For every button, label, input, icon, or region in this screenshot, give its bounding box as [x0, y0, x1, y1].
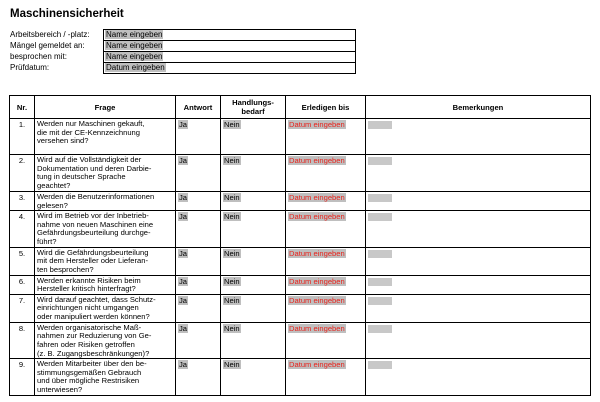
question-line: ten besprochen?	[37, 264, 94, 274]
answer-dropdown[interactable]: Ja	[179, 156, 188, 165]
info-value[interactable]: Name eingeben	[106, 41, 163, 50]
answer-cell	[176, 119, 221, 155]
due-date-field[interactable]: Datum eingeben	[289, 212, 345, 222]
remarks-cell	[366, 359, 591, 395]
remarks-cell	[366, 155, 591, 192]
question-line: Werden nur Maschinen gekauft,	[37, 119, 145, 128]
row-number: 9.	[10, 359, 35, 395]
question-line: Wird die Gefährdungsbeurteilung	[37, 247, 149, 257]
answer-cell	[176, 359, 221, 395]
table-row	[10, 322, 591, 358]
question-cell	[35, 359, 176, 395]
action-needed-cell	[221, 294, 286, 322]
page-title: Maschinensicherheit	[10, 8, 124, 20]
action-needed-cell	[221, 359, 286, 395]
header-handlungsbedarf-line1: Handlungs-	[232, 98, 274, 107]
due-date-cell	[286, 322, 366, 358]
due-date-cell	[286, 119, 366, 155]
info-row	[10, 30, 356, 41]
due-date-cell	[286, 211, 366, 247]
action-needed-dropdown[interactable]: Nein	[224, 276, 240, 286]
answer-cell	[176, 192, 221, 211]
answer-dropdown[interactable]: Ja	[179, 276, 188, 286]
question-cell	[35, 247, 176, 275]
answer-dropdown[interactable]: Ja	[179, 212, 188, 222]
remarks-field[interactable]	[368, 213, 392, 221]
header-bemerkungen: Bemerkungen	[366, 96, 591, 119]
answer-dropdown[interactable]: Ja	[179, 295, 188, 305]
info-value-field[interactable]	[104, 41, 356, 52]
answer-cell	[176, 211, 221, 247]
table-row	[10, 211, 591, 247]
action-needed-cell	[221, 155, 286, 192]
info-fields	[10, 29, 356, 74]
table-row	[10, 294, 591, 322]
question-line: tung in deutscher Sprache	[37, 172, 126, 182]
info-label: Arbeitsbereich / -platz:	[10, 30, 90, 39]
info-row	[10, 52, 356, 63]
action-needed-cell	[221, 322, 286, 358]
remarks-field[interactable]	[368, 297, 392, 305]
action-needed-dropdown[interactable]: Nein	[224, 212, 240, 222]
action-needed-cell	[221, 275, 286, 294]
question-line: nahmen zur Reduzierung von Ge-	[37, 331, 152, 341]
answer-cell	[176, 294, 221, 322]
question-line: Werden die Benutzerinformationen	[37, 192, 155, 201]
question-line: Wird im Betrieb vor der Inbetrieb-	[37, 211, 149, 221]
question-line: fahren oder Risiken getroffen	[37, 339, 135, 349]
info-row	[10, 41, 356, 52]
due-date-field[interactable]: Datum eingeben	[289, 248, 345, 258]
remarks-cell	[366, 192, 591, 211]
action-needed-dropdown[interactable]: Nein	[224, 295, 240, 305]
table-row	[10, 155, 591, 192]
question-cell	[35, 275, 176, 294]
answer-cell	[176, 275, 221, 294]
question-line: Wird darauf geachtet, dass Schutz-	[37, 294, 156, 304]
question-cell	[35, 192, 176, 211]
action-needed-cell	[221, 247, 286, 275]
action-needed-dropdown[interactable]: Nein	[224, 120, 240, 129]
due-date-field[interactable]: Datum eingeben	[289, 295, 345, 305]
remarks-cell	[366, 119, 591, 155]
info-row	[10, 63, 356, 74]
question-line: Werden organisatorische Maß-	[37, 322, 142, 332]
due-date-cell	[286, 247, 366, 275]
question-line: (z. B. Zugangsbeschränkungen)?	[37, 348, 150, 358]
answer-dropdown[interactable]: Ja	[179, 360, 188, 370]
remarks-cell	[366, 275, 591, 294]
row-number: 1.	[10, 119, 35, 155]
question-line: nahme von neuen Maschinen eine	[37, 219, 154, 229]
header-nr: Nr.	[10, 96, 35, 119]
answer-dropdown[interactable]: Ja	[179, 120, 188, 129]
question-cell	[35, 294, 176, 322]
info-value-field[interactable]	[104, 52, 356, 63]
question-line: Dokumentation und deren Darbie-	[37, 163, 152, 173]
header-antwort: Antwort	[176, 96, 221, 119]
info-value-field[interactable]	[104, 63, 356, 74]
action-needed-dropdown[interactable]: Nein	[224, 156, 240, 165]
remarks-field[interactable]	[368, 278, 392, 286]
remarks-cell	[366, 322, 591, 358]
row-number: 2.	[10, 155, 35, 192]
remarks-field[interactable]	[368, 325, 392, 333]
question-line: Werden erkannte Risiken beim	[37, 275, 141, 285]
info-label: Mängel gemeldet an:	[10, 41, 85, 50]
action-needed-cell	[221, 119, 286, 155]
due-date-field[interactable]: Datum eingeben	[289, 193, 345, 202]
question-line: die mit der CE-Kennzeichnung	[37, 127, 140, 137]
info-value[interactable]: Name eingeben	[106, 52, 163, 61]
info-value[interactable]: Name eingeben	[106, 30, 163, 39]
question-line: mit dem Hersteller oder Lieferan-	[37, 256, 148, 266]
table-row	[10, 119, 591, 155]
remarks-cell	[366, 211, 591, 247]
question-cell	[35, 155, 176, 192]
question-line: Hersteller kritisch hinterfragt?	[37, 284, 136, 294]
due-date-cell	[286, 155, 366, 192]
question-line: stimmungsgemäßen Gebrauch	[37, 367, 142, 377]
answer-dropdown[interactable]: Ja	[179, 193, 188, 202]
row-number: 7.	[10, 294, 35, 322]
checklist-table	[9, 95, 591, 396]
answer-dropdown[interactable]: Ja	[179, 323, 188, 333]
row-number: 6.	[10, 275, 35, 294]
answer-dropdown[interactable]: Ja	[179, 248, 188, 258]
question-line: geachtet?	[37, 180, 71, 190]
question-line: Werden Mitarbeiter über den be-	[37, 359, 147, 369]
header-frage: Frage	[35, 96, 176, 119]
info-value-field[interactable]	[104, 30, 356, 41]
answer-cell	[176, 322, 221, 358]
header-handlungsbedarf-line2: bedarf	[241, 107, 265, 116]
info-value[interactable]: Datum eingeben	[106, 63, 165, 72]
question-line: gelesen?	[37, 200, 68, 210]
remarks-field[interactable]	[368, 121, 392, 129]
action-needed-cell	[221, 192, 286, 211]
due-date-field[interactable]: Datum eingeben	[289, 156, 345, 165]
remarks-cell	[366, 247, 591, 275]
question-line: Gefährdungsbeurteilung durchge-	[37, 228, 151, 238]
table-row	[10, 192, 591, 211]
row-number: 4.	[10, 211, 35, 247]
remarks-field[interactable]	[368, 361, 392, 369]
due-date-field[interactable]: Datum eingeben	[289, 120, 345, 129]
table-row	[10, 359, 591, 395]
table-row	[10, 247, 591, 275]
question-line: versehen sind?	[37, 136, 89, 146]
due-date-cell	[286, 192, 366, 211]
question-line: oder manipuliert werden können?	[37, 311, 150, 321]
action-needed-dropdown[interactable]: Nein	[224, 323, 240, 333]
question-cell	[35, 119, 176, 155]
header-erledigen: Erledigen bis	[286, 96, 366, 119]
action-needed-dropdown[interactable]: Nein	[224, 193, 240, 202]
remarks-field[interactable]	[368, 194, 392, 202]
question-line: Wird auf die Vollständigkeit der	[37, 155, 142, 164]
action-needed-cell	[221, 211, 286, 247]
row-number: 8.	[10, 322, 35, 358]
due-date-cell	[286, 359, 366, 395]
header-handlungsbedarf	[221, 96, 286, 119]
table-row	[10, 275, 591, 294]
info-label: besprochen mit:	[10, 52, 67, 61]
due-date-cell	[286, 275, 366, 294]
table-header-row	[10, 96, 591, 119]
remarks-cell	[366, 294, 591, 322]
row-number: 3.	[10, 192, 35, 211]
remarks-field[interactable]	[368, 250, 392, 258]
question-cell	[35, 211, 176, 247]
due-date-field[interactable]: Datum eingeben	[289, 276, 345, 286]
action-needed-dropdown[interactable]: Nein	[224, 360, 240, 370]
row-number: 5.	[10, 247, 35, 275]
question-cell	[35, 322, 176, 358]
question-line: führt?	[37, 236, 57, 246]
answer-cell	[176, 247, 221, 275]
action-needed-dropdown[interactable]: Nein	[224, 248, 240, 258]
question-line: unterwiesen?	[37, 384, 83, 394]
info-label: Prüfdatum:	[10, 63, 50, 72]
due-date-field[interactable]: Datum eingeben	[289, 360, 345, 370]
question-line: und über mögliche Restrisiken	[37, 376, 140, 386]
due-date-cell	[286, 294, 366, 322]
remarks-field[interactable]	[368, 157, 392, 165]
answer-cell	[176, 155, 221, 192]
question-line: einrichtungen nicht umgangen	[37, 303, 139, 313]
due-date-field[interactable]: Datum eingeben	[289, 323, 345, 333]
